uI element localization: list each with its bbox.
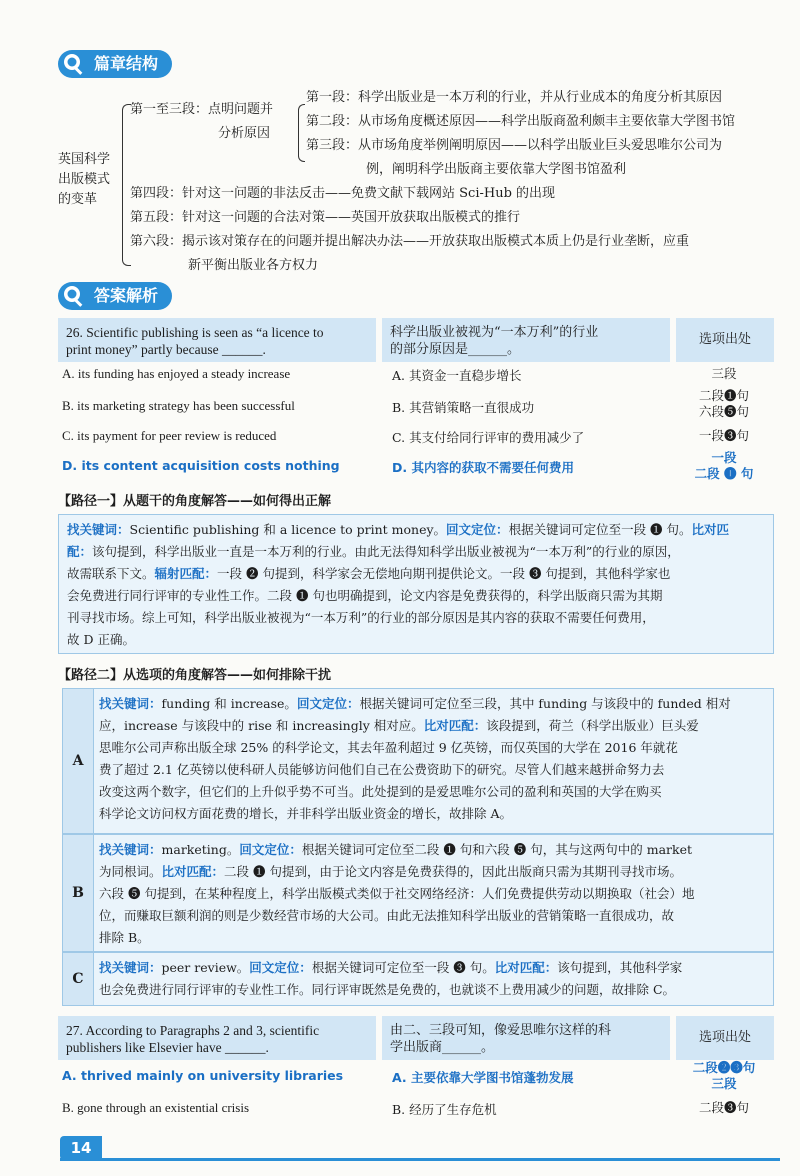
section-header-structure bbox=[58, 50, 172, 78]
route2-title: 【路径二】从选项的角度解答——如何排除干扰 bbox=[58, 668, 332, 683]
route2-option-b: B 找关键词：marketing。回文定位：根据关键词可定位至二段 ❶ 句和六段 ❺ 句，其与这两句中的 market 为同根词。比对匹配：二段 ❶ 句提到，由于论文内容是免费获得的，因此出版商只需为其期刊寻找市场。 六段 ❺ 句提到，在某种程度上，科学出版模式类似于社交网络经济：人们免费提供劳动以期换取（社会）地 位，而赚取巨额利润的则是少数经营市场的大公司。由此无法推知科学出版业的营销策略一直很成功，故 排除 B。 bbox=[62, 834, 774, 952]
group1-label: 第一至三段：点明问题并 分析原因 bbox=[130, 102, 274, 141]
q26-option-c-en: C. its payment for peer review is reduced bbox=[62, 428, 277, 443]
q27-english-stem: 27. According to Paragraphs 2 and 3, scientific publishers like Elsevier have ______. bbox=[58, 1016, 376, 1060]
section-title: 答案解析 bbox=[94, 286, 159, 305]
option-letter-c: C bbox=[63, 953, 94, 1005]
q26-option-a-en: A. its funding has enjoyed a steady increase bbox=[62, 366, 291, 381]
q27-option-b-cn: B. 经历了生存危机 bbox=[392, 1102, 497, 1117]
option-letter-a: A bbox=[63, 689, 94, 833]
q27-option-b-en: B. gone through an existential crisis bbox=[62, 1100, 250, 1115]
q26-option-c-cn: C. 其支付给同行评审的费用减少了 bbox=[392, 430, 585, 445]
q26-chinese-stem: 科学出版业被视为“一本万利”的行业 的部分原因是______。 bbox=[382, 318, 670, 362]
footer-rule bbox=[60, 1158, 780, 1161]
q26-option-b-cn: B. 其营销策略一直很成功 bbox=[392, 400, 535, 415]
structure-p4-p6: 第四段：针对这一问题的非法反击——免费文献下载网站 Sci-Hub 的出现 第五段：针对这一问题的合法对策——英国开放获取出版模式的推行 第六段：揭示该对策存在的问题并提出解决办法——开放获取出版模式本质上仍是行业垄断，应重 新平衡出版业各方权力 bbox=[130, 186, 690, 273]
magnifier-icon bbox=[62, 284, 86, 308]
magnifier-icon bbox=[62, 52, 86, 76]
q26-option-c-src: 一段❸句 bbox=[698, 428, 749, 443]
q26-english-stem: 26. Scientific publishing is seen as “a licence to print money” partly because ______. bbox=[58, 318, 376, 362]
q26-source-head: 选项出处 bbox=[676, 318, 774, 362]
route2-option-a: A 找关键词：funding 和 increase。回文定位：根据关键词可定位至三段，其中 funding 与该段中的 funded 相对 应，increase 与该段中的 rise 和 increasingly 相对应。比对匹配：该段提到，荷兰（科学出版业）巨头爱 思唯尔公司声称出版全球 25% 的科学论文，其去年盈利超过 9 亿英镑，而仅英国的大学在 2016 年就花 费了超过 2.1 亿英镑以使科研人员能够访问他们自己在公费资助下的研究。尽管人们越来越拼命努力去 改变这两个数字，但它们的上升似乎势不可当。此处提到的是爱思唯尔公司的盈利和英国的大学在购买 科学论文访问权方面花费的增长，并非科学出版业资金的增长，故排除 A。 bbox=[62, 688, 774, 834]
q27-source-head: 选项出处 bbox=[676, 1016, 774, 1060]
q26-option-d-en: D. its content acquisition costs nothing bbox=[62, 458, 340, 473]
q27-option-a-cn: A. 主要依靠大学图书馆蓬勃发展 bbox=[392, 1070, 574, 1085]
section-header-answers bbox=[58, 282, 172, 310]
q26-option-b-src: 二段❶句 六段❺句 bbox=[698, 388, 749, 419]
route2-option-c: C 找关键词：peer review。回文定位：根据关键词可定位至一段 ❸ 句。比对匹配：该句提到，其他科学家 也会免费进行同行评审的专业性工作。同行评审既然是免费的，也就谈不上费用减少的问题，故排除 C。 bbox=[62, 952, 774, 1006]
structure-root: 英国科学 出版模式 的变革 bbox=[58, 152, 111, 207]
page-number: 14 bbox=[60, 1136, 102, 1160]
q26-option-a-cn: A. 其资金一直稳步增长 bbox=[392, 368, 522, 383]
route1-box: 找关键词：Scientific publishing 和 a licence to print money。回文定位：根据关键词可定位至一段 ❶ 句。比对匹 配：该句提到，科学出版业一直是一本万利的行业。由此无法得知科学出版业被视为“一本万利”的行业的原因， 故需联系下文。辐射匹配：一段 ❷ 句提到，科学家会无偿地向期刊提供论文。一段 ❸ 句提到，其他科学家也 会免费进行同行评审的专业性工作。二段 ❶ 句也明确提到，论文内容是免费获得的，科学出版商只需为其期 刊寻找市场。综上可知，科学出版业被视为“一本万利”的行业的部分原因是其内容的获取不需要任何费用， 故 D 正确。 bbox=[58, 514, 774, 654]
route1-title: 【路径一】从题干的角度解答——如何得出正解 bbox=[58, 494, 332, 509]
q27-option-a-src: 二段❷❸句 三段 bbox=[692, 1060, 756, 1091]
option-letter-b: B bbox=[63, 835, 94, 951]
group1-items: 第一段：科学出版业是一本万利的行业，并从行业成本的角度分析其原因 第二段：从市场角度概述原因——科学出版商盈利颇丰主要依靠大学图书馆 第三段：从市场角度举例阐明原因——以科学出版业巨头爱思唯尔公司为 例，阐明科学出版商主要依靠大学图书馆盈利 bbox=[306, 90, 736, 177]
q26-option-d-src: 一段 二段 ❶ 句 bbox=[694, 450, 754, 481]
q26-option-d-cn: D. 其内容的获取不需要任何费用 bbox=[392, 460, 574, 475]
q27-chinese-stem: 由二、三段可知，像爱思唯尔这样的科 学出版商______。 bbox=[382, 1016, 670, 1060]
q27-option-a-en: A. thrived mainly on university libraries bbox=[62, 1068, 344, 1083]
q26-option-b-en: B. its marketing strategy has been successful bbox=[62, 398, 295, 413]
group1-brace bbox=[298, 104, 305, 162]
section-title: 篇章结构 bbox=[94, 54, 159, 73]
q26-option-a-src: 三段 bbox=[711, 366, 737, 381]
q27-option-b-src: 二段❸句 bbox=[698, 1100, 749, 1115]
